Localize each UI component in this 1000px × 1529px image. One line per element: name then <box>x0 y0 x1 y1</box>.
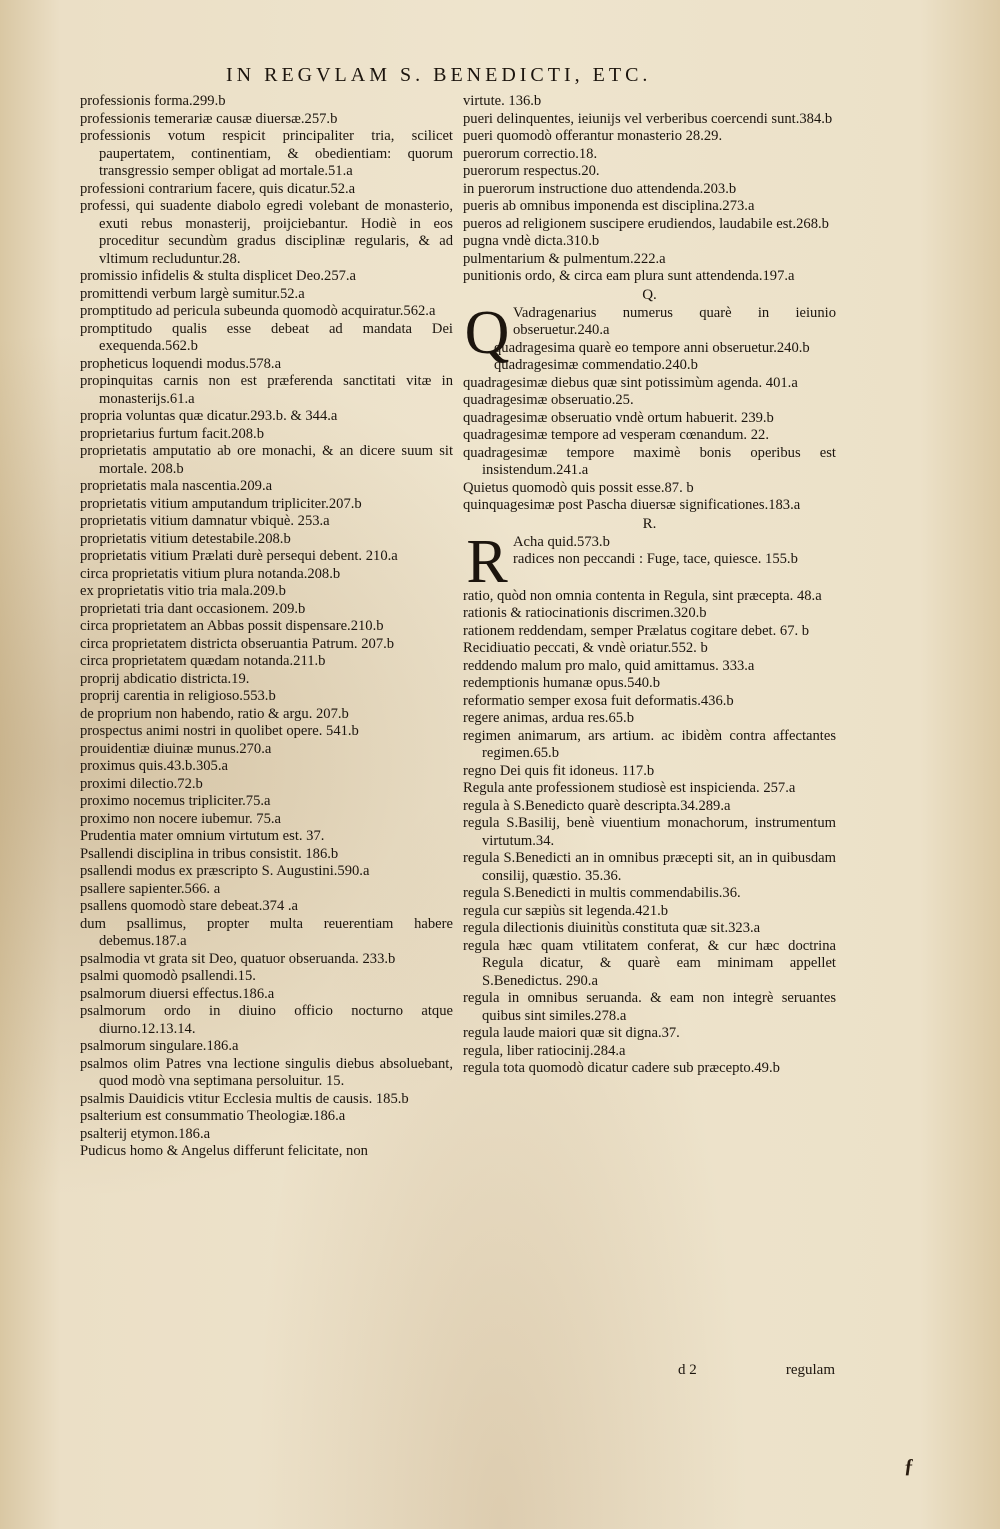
index-entry: professioni contrarium facere, quis dicatur.52.a <box>80 180 356 197</box>
index-entry: proximi dilectio.72.b <box>80 775 203 792</box>
index-entry: propinquitas carnis non est præferenda sanctitati vitæ in monasterijs.61.a <box>80 373 453 407</box>
index-entry-text: Acha quid.573.b <box>513 533 610 550</box>
index-entry: psalmodia vt grata sit Deo, quatuor obseruanda. 233.b <box>80 950 396 967</box>
index-entry: proximo nocemus tripliciter.75.a <box>80 793 271 809</box>
index-entry: Psallendi disciplina in tribus consistit. 186.b <box>80 845 339 862</box>
index-entry: proximus quis.43.b.305.a <box>80 758 228 774</box>
index-entry: quadragesimæ obseruatio vndè ortum habuerit. 239.b <box>463 409 774 426</box>
index-entry: proprietati tria dant occasionem. 209.b <box>80 600 306 617</box>
index-entry: pueris ab omnibus imponenda est disciplina.273.a <box>463 198 755 214</box>
index-entry: pulmentarium & pulmentum.222.a <box>463 250 666 267</box>
index-entry: proprietatis vitium damnatur vbiquè. 253.a <box>80 513 330 529</box>
index-entry: psallere sapienter.566. a <box>80 880 221 897</box>
index-entry: in puerorum instructione duo attendenda.203.b <box>463 180 737 197</box>
index-entry: quadragesima quarè eo tempore anni obseruetur.240.b <box>494 339 810 356</box>
index-entry-dropcap-r <box>463 534 836 588</box>
index-entry: reformatio semper exosa fuit deformatis.436.b <box>463 692 734 709</box>
index-entry: regula, liber ratiocinij.284.a <box>463 1042 626 1059</box>
index-column-right <box>463 93 836 1078</box>
index-entry: professi, qui suadente diabolo egredi volebant de monasterio, exuti rebus monasterij, proijciebantur. Hodiè in eos proceditur secundùm gradus disciplinæ regularis, & ad vltimum recluduntur.28. <box>80 198 453 267</box>
index-entry: Recidiuatio peccati, & vndè oriatur.552. b <box>463 640 708 656</box>
index-column-left <box>80 93 453 1161</box>
index-entry: ratio, quòd non omnia contenta in Regula, sint præcepta. 48.a <box>463 587 822 604</box>
ink-blot-mark: ƒ <box>904 1455 914 1477</box>
index-entry: punitionis ordo, & circa eam plura sunt attendenda.197.a <box>463 268 795 284</box>
index-entry: promptitudo qualis esse debeat ad mandata Dei exequenda.562.b <box>80 320 453 354</box>
index-entry: reddendo malum pro malo, quid amittamus. 333.a <box>463 657 755 674</box>
index-entry: pugna vndè dicta.310.b <box>463 233 600 249</box>
index-entry: regere animas, ardua res.65.b <box>463 710 634 726</box>
index-entry: quadragesimæ tempore ad vesperam cœnandum. 22. <box>463 427 769 443</box>
page-footer <box>650 1362 840 1382</box>
index-entry: psallens quomodò stare debeat.374 .a <box>80 898 299 914</box>
index-entry: quadragesimæ commendatio.240.b <box>494 357 698 373</box>
index-entry-text: Vadragenarius numerus quarè in ieiunio obseruetur.240.a <box>513 304 836 338</box>
index-entry: rationem reddendam, semper Prælatus cogitare debet. 67. b <box>463 622 810 639</box>
index-entry: proprij abdicatio districta.19. <box>80 670 250 687</box>
index-entry: circa proprietatem quædam notanda.211.b <box>80 653 326 669</box>
index-entry: psalterij etymon.186.a <box>80 1125 211 1142</box>
index-entry: promissio infidelis & stulta displicet Deo.257.a <box>80 268 357 284</box>
index-entry: puerorum respectus.20. <box>463 163 600 179</box>
index-entry: regula cur sæpiùs sit legenda.421.b <box>463 902 669 919</box>
index-entry: promptitudo ad pericula subeunda quomodò acquiratur.562.a <box>80 303 436 319</box>
section-heading-r: R. <box>642 515 657 532</box>
index-entry: Pudicus homo & Angelus differunt felicitate, non <box>80 1143 368 1159</box>
index-entry: proprietatis vitium Prælati durè persequi debent. 210.a <box>80 548 398 564</box>
dropcap-q: Q <box>464 298 510 367</box>
index-entry: pueri quomodò offerantur monasterio 28.29. <box>463 128 723 144</box>
index-entry: proprij carentia in religioso.553.b <box>80 688 276 704</box>
index-entry: regula S.Benedicti an in omnibus præcepti sit, an in quibusdam consilij, quæstio. 35.36. <box>463 850 836 884</box>
catchword: regulam <box>785 1362 835 1378</box>
index-entry: professionis votum respicit principaliter tria, scilicet paupertatem, continentiam, & obedientiam: quorum transgressio semper obligat ad mortale.51.a <box>80 128 453 179</box>
running-header: IN REGVLAM S. BENEDICTI, ETC. <box>226 64 652 86</box>
index-entry: regula hæc quam vtilitatem conferat, & cur hæc doctrina Regula dicatur, & quarè eam minimam appellet S.Benedictus. 290.a <box>463 937 836 989</box>
index-entry: Quietus quomodò quis possit esse.87. b <box>463 479 694 496</box>
index-entry: regimen animarum, ars artium. ac ibidèm contra affectantes regimen.65.b <box>463 727 836 761</box>
index-entry: propheticus loquendi modus.578.a <box>80 355 282 372</box>
index-entry: proximo non nocere iubemur. 75.a <box>80 810 282 827</box>
index-entry: regula S.Basilij, benè viuentium monachorum, instrumentum virtutum.34. <box>463 815 836 849</box>
index-entry: propria voluntas quæ dicatur.293.b. & 344.a <box>80 408 338 424</box>
index-entry: proprietatis mala nascentia.209.a <box>80 478 273 494</box>
index-entry: quadragesimæ tempore maximè bonis operibus est insistendum.241.a <box>463 444 836 478</box>
index-entry: proprietatis vitium amputandum tripliciter.207.b <box>80 495 362 512</box>
index-entry: psalmorum diuersi effectus.186.a <box>80 985 275 1002</box>
index-entry: regula dilectionis diuinitùs constituta quæ sit.323.a <box>463 920 761 936</box>
index-entry: pueri delinquentes, ieiunijs vel verberibus coercendi sunt.384.b <box>463 110 833 127</box>
index-entry: prouidentiæ diuinæ munus.270.a <box>80 740 272 757</box>
index-entry: Prudentia mater omnium virtutum est. 37. <box>80 828 325 844</box>
section-heading-q: Q. <box>642 286 657 303</box>
index-entry: psalterium est consummatio Theologiæ.186.a <box>80 1108 346 1124</box>
index-entry: quadragesimæ diebus quæ sint potissimùm agenda. 401.a <box>463 374 798 391</box>
index-entry: psallendi modus ex præscripto S. Augustini.590.a <box>80 863 370 879</box>
index-entry: pueros ad religionem suscipere erudiendos, laudabile est.268.b <box>463 215 829 232</box>
index-entry: regula tota quomodò dicatur cadere sub præcepto.49.b <box>463 1060 780 1076</box>
index-entry: ex proprietatis vitio tria mala.209.b <box>80 583 286 599</box>
index-entry: rationis & ratiocinationis discrimen.320.b <box>463 605 707 621</box>
index-entry: proprietatis vitium detestabile.208.b <box>80 530 291 547</box>
index-entry: psalmos olim Patres vna lectione singulis diebus absoluebant, quod modò vna septimana persoluitur. 15. <box>80 1055 453 1089</box>
index-entry: promittendi verbum largè sumitur.52.a <box>80 285 305 302</box>
index-entry: psalmis Dauidicis vtitur Ecclesia multis de causis. 185.b <box>80 1090 409 1107</box>
signature-mark: d 2 <box>678 1362 697 1378</box>
index-entry: dum psallimus, propter multa reuerentiam habere debemus.187.a <box>80 915 453 949</box>
index-entry: de proprium non habendo, ratio & argu. 207.b <box>80 705 349 722</box>
index-entry: psalmi quomodò psallendi.15. <box>80 968 256 984</box>
index-entry: regno Dei quis fit idoneus. 117.b <box>463 762 655 779</box>
index-entry: circa proprietatis vitium plura notanda.208.b <box>80 565 341 582</box>
index-entry: regula S.Benedicti in multis commendabilis.36. <box>463 885 741 901</box>
dropcap-r: R <box>466 533 508 588</box>
index-entry: professionis temerariæ causæ diuersæ.257.b <box>80 110 338 127</box>
index-entry: psalmorum ordo in diuino officio nocturno atque diurno.12.13.14. <box>80 1003 453 1037</box>
index-entry: psalmorum singulare.186.a <box>80 1038 239 1054</box>
index-entry: Regula ante professionem studiosè est inspicienda. 257.a <box>463 780 796 796</box>
index-entry: regula in omnibus seruanda. & eam non integrè seruantes quibus sint similes.278.a <box>463 990 836 1024</box>
index-entry: quadragesimæ obseruatio.25. <box>463 392 634 408</box>
index-entry: puerorum correctio.18. <box>463 145 598 162</box>
index-entry: prospectus animi nostri in quolibet opere. 541.b <box>80 723 359 739</box>
index-entry: regula à S.Benedicto quarè descripta.34.289.a <box>463 797 731 814</box>
index-entry: proprietarius furtum facit.208.b <box>80 425 264 442</box>
index-entry: proprietatis amputatio ab ore monachi, & an dicere suum sit mortale. 208.b <box>80 443 453 477</box>
index-entry: virtute. 136.b <box>463 93 542 109</box>
index-entry-text: radices non peccandi : Fuge, tace, quiesce. 155.b <box>513 551 798 567</box>
index-entry: regula laude maiori quæ sit digna.37. <box>463 1025 680 1041</box>
index-entry: circa proprietatem an Abbas possit dispensare.210.b <box>80 618 384 634</box>
index-entry: circa proprietatem districta obseruantia Patrum. 207.b <box>80 635 395 652</box>
index-entry: redemptionis humanæ opus.540.b <box>463 675 661 691</box>
index-entry: quinquagesimæ post Pascha diuersæ significationes.183.a <box>463 497 801 513</box>
index-entry: professionis forma.299.b <box>80 93 226 109</box>
